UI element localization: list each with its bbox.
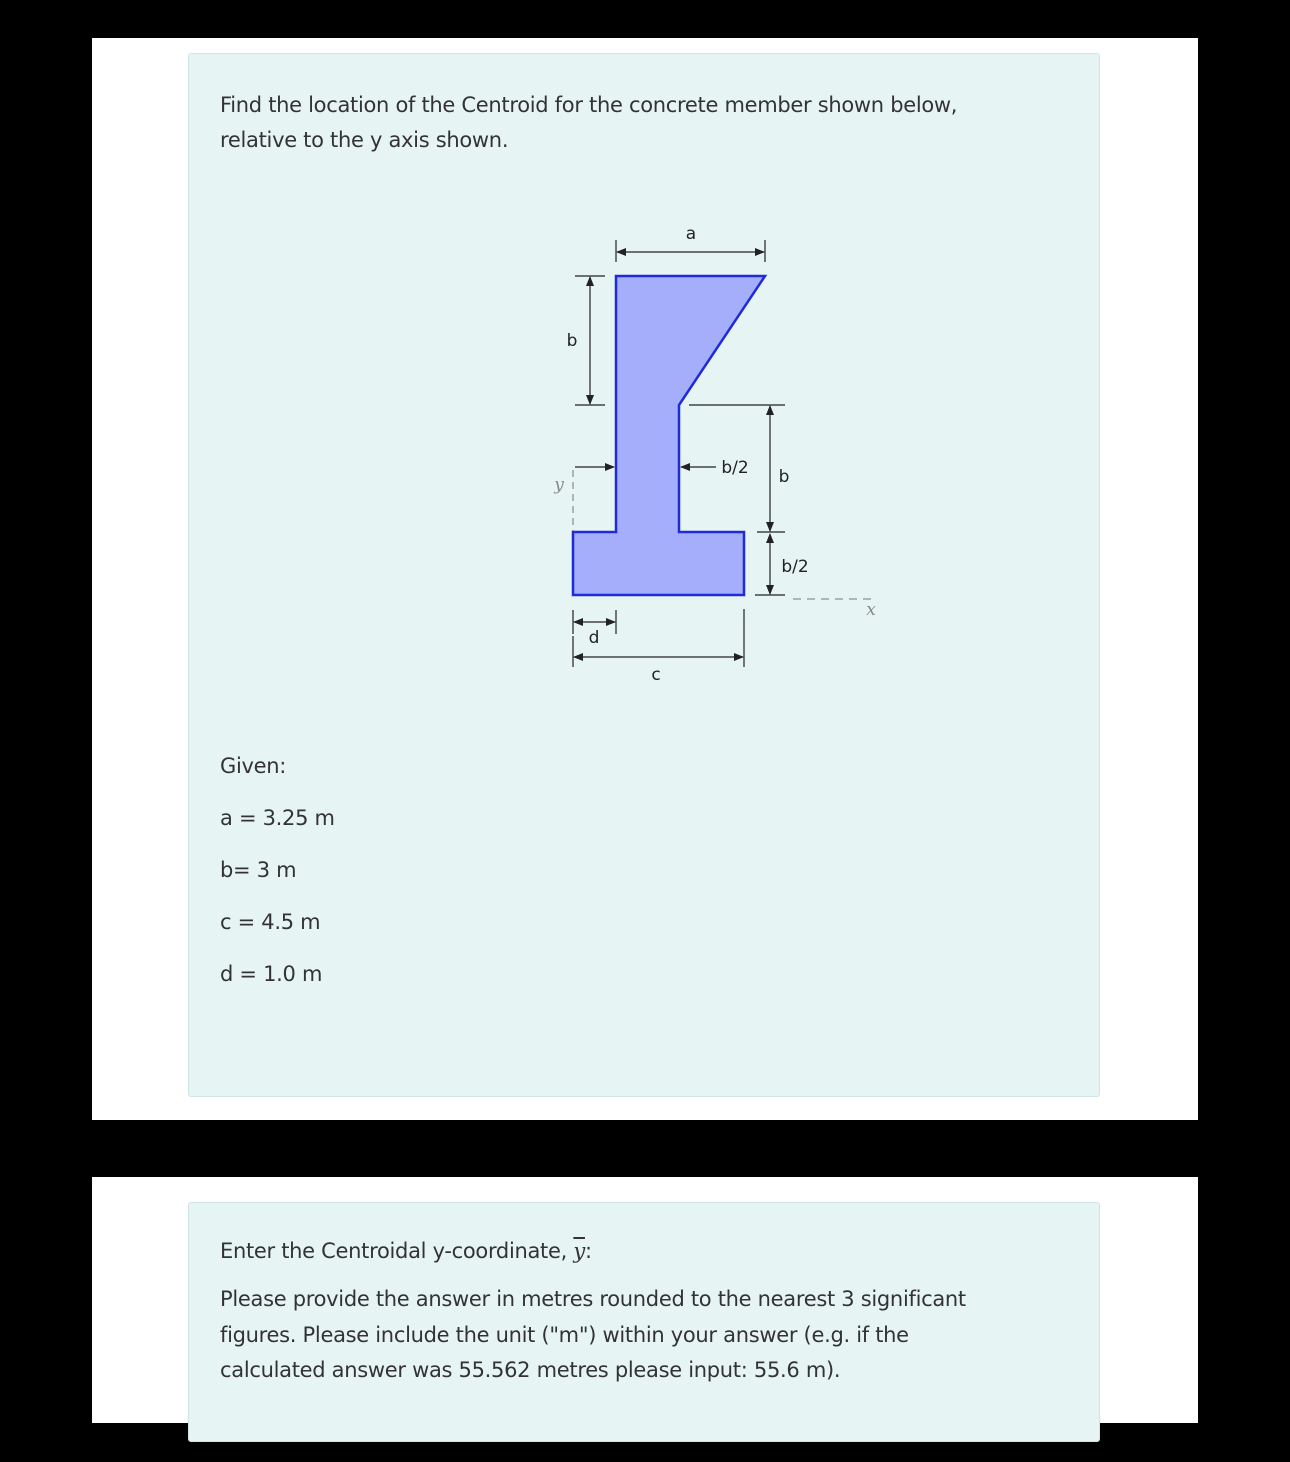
answer-prompt-suffix: :: [584, 1239, 592, 1263]
dimension-d: [573, 610, 616, 648]
label-c: c: [651, 665, 661, 685]
answer-prompt: [220, 1233, 592, 1269]
dimension-a: [616, 224, 765, 262]
y-bar-symbol: $\overline{y}$: [573, 1239, 585, 1263]
label-b-half-base: b/2: [781, 557, 809, 577]
y-axis: [553, 470, 573, 531]
label-x-axis: x: [866, 600, 876, 620]
answer-instructions-line-2: figures. Please include the unit ("m") within your answer (e.g. if the: [220, 1323, 909, 1347]
member-cross-section: [573, 276, 765, 595]
question-text-line-2: relative to the y axis shown.: [220, 128, 509, 152]
given-heading: Given:: [220, 754, 287, 778]
answer-instructions-line-3: calculated answer was 55.562 metres please input: 55.6 m).: [220, 1358, 841, 1382]
question-text-line-1: Find the location of the Centroid for the concrete member shown below,: [220, 93, 958, 117]
given-d: d = 1.0 m: [220, 962, 323, 986]
answer-instructions-line-1: Please provide the answer in metres rounded to the nearest 3 significant: [220, 1287, 966, 1311]
answer-prompt-prefix: Enter the Centroidal y-coordinate,: [220, 1239, 574, 1263]
question-page: [92, 38, 1198, 1120]
label-b-right: b: [778, 467, 790, 487]
answer-panel: [188, 1202, 1100, 1442]
dimension-b-top: [567, 276, 605, 405]
question-panel: [188, 53, 1100, 1097]
answer-page: [92, 1177, 1198, 1423]
given-b: b= 3 m: [220, 858, 297, 882]
label-y-axis: y: [554, 475, 564, 495]
label-a: a: [685, 224, 697, 244]
given-a: a = 3.25 m: [220, 806, 335, 830]
label-b-top: b: [566, 331, 578, 351]
concrete-member-diagram: [554, 222, 927, 722]
dimension-b-half-base: [755, 534, 809, 595]
label-d: d: [588, 628, 600, 648]
given-c: c = 4.5 m: [220, 910, 321, 934]
label-b-half-neck: b/2: [721, 458, 749, 478]
x-axis: [793, 599, 877, 620]
